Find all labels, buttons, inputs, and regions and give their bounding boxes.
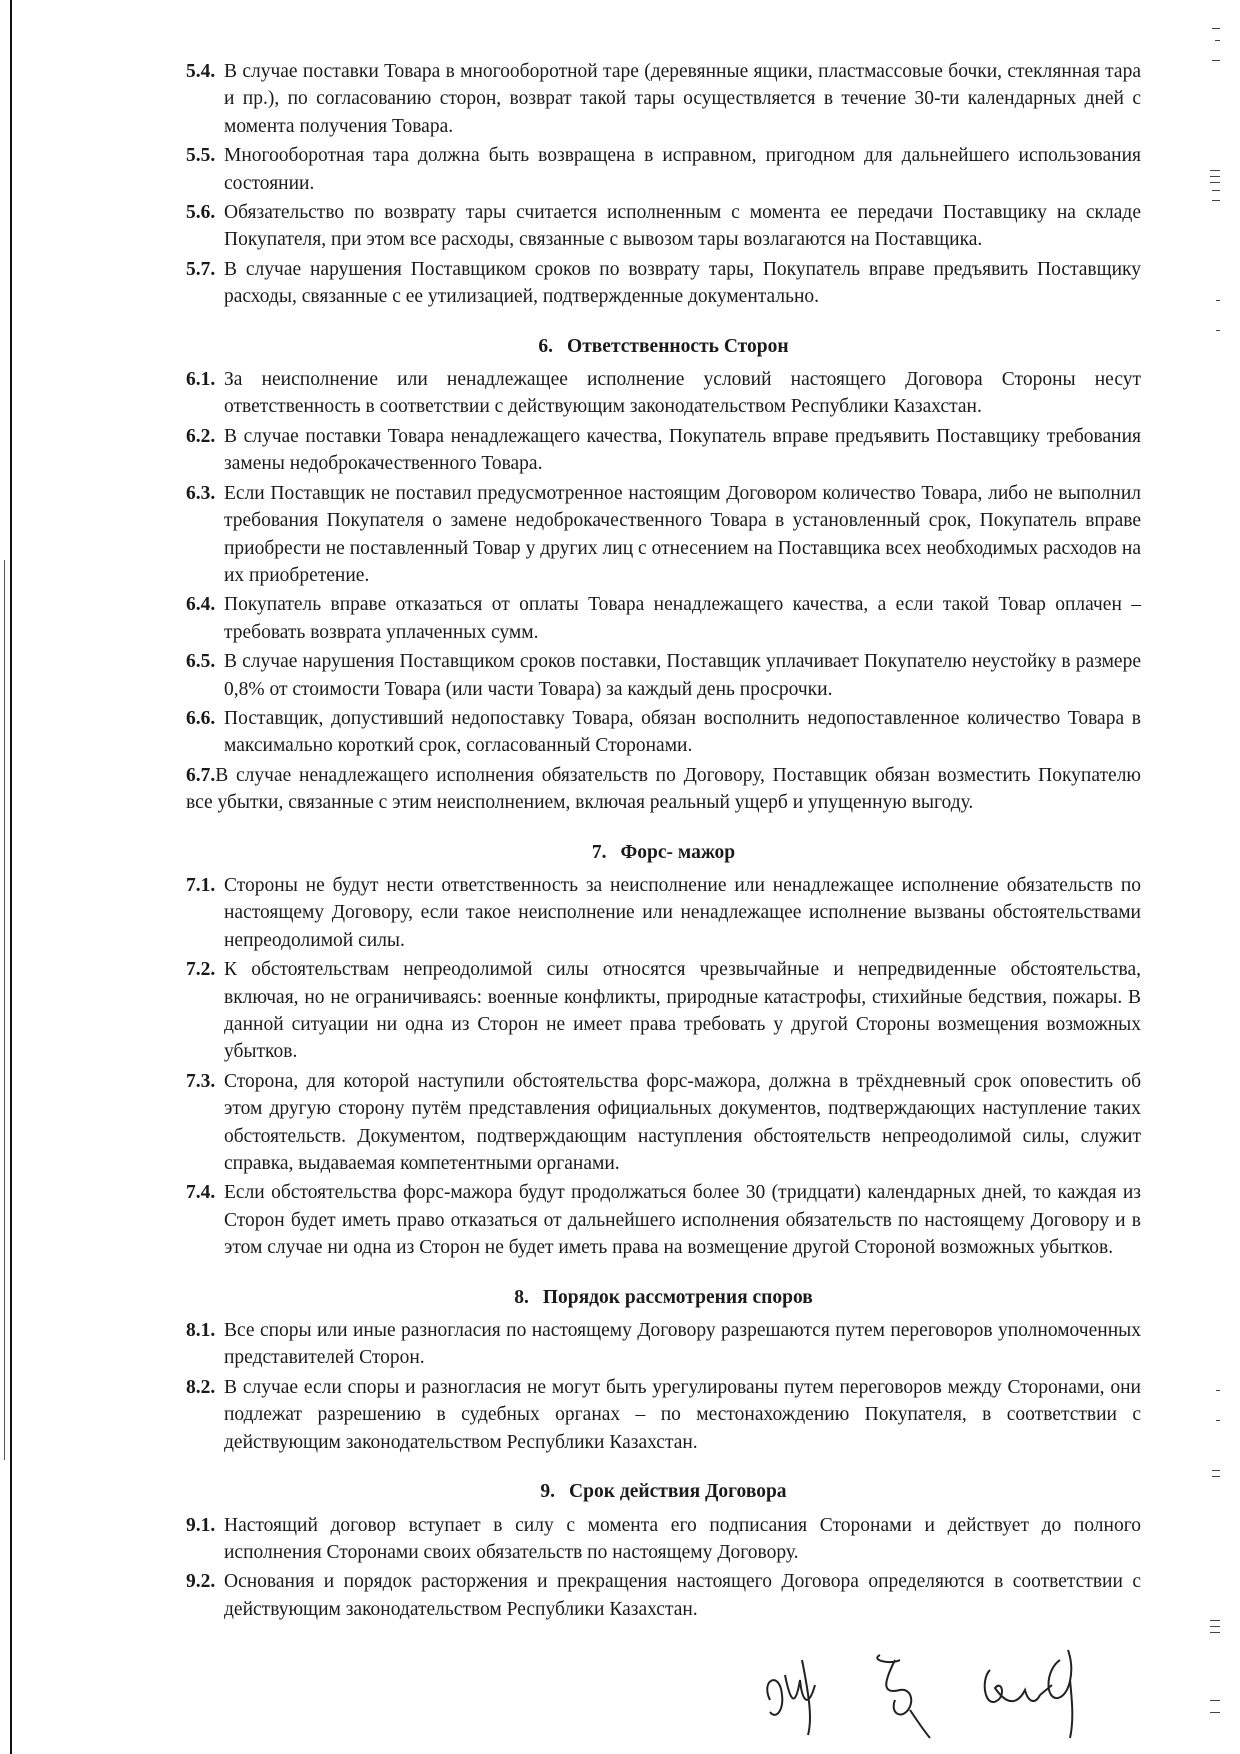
- clause-number: 5.7.: [186, 258, 216, 280]
- clause-text: Обязательство по возврату тары считается исполненным с момента ее передачи Поставщику на складе Покупателя, при этом все расходы, связанные с вывозом тары возлагаются на Поставщика.: [224, 202, 1141, 251]
- section-title: Срок действия Договора: [569, 1481, 787, 1503]
- clause-number: 6.6.: [186, 707, 216, 729]
- clause-text: Покупатель вправе отказаться от оплаты Товара ненадлежащего качества, а если такой Товар оплачен – требовать возврата уплаченных сумм.: [224, 594, 1141, 643]
- scan-margin-marks: [1204, 0, 1220, 1754]
- scan-border-line: [10, 0, 12, 1754]
- clause-number: 6.7.: [186, 764, 216, 786]
- clause-6-3: [186, 480, 1141, 590]
- clause-number: 6.2.: [186, 425, 216, 447]
- clause-text: В случае ненадлежащего исполнения обязательств по Договору, Поставщик обязан возместить Покупателю все убытки, связанные с этим неисполнением, включая реальный ущерб и упущенную выгоду.: [186, 764, 1141, 814]
- clause-number: 6.1.: [186, 369, 216, 391]
- clause-6-2: [186, 423, 1141, 478]
- section-5: [186, 58, 1141, 311]
- clause-6-1: [186, 366, 1141, 421]
- clause-6-5: [186, 648, 1141, 703]
- section-number: 7.: [591, 841, 607, 863]
- clause-7-3: [186, 1068, 1141, 1178]
- clause-number: 6.5.: [186, 651, 216, 673]
- clause-8-2: [186, 1374, 1141, 1456]
- clause-5-7: [186, 256, 1141, 311]
- clause-text: В случае нарушения Поставщиком сроков по возврату тары, Покупатель вправе предъявить Поставщику расходы, связанные с ее утилизацией, подтвержденные документально.: [224, 258, 1141, 308]
- section-heading: [186, 839, 1141, 866]
- clause-number: 7.3.: [186, 1070, 216, 1092]
- section-9: [186, 1478, 1141, 1623]
- clause-number: 8.1.: [186, 1320, 216, 1342]
- scan-border-line-secondary: [4, 560, 5, 1460]
- clause-6-7: [186, 762, 1141, 817]
- clause-text: В случае поставки Товара ненадлежащего качества, Покупатель вправе предъявить Поставщику требования замены недоброкачественного Товара.: [224, 425, 1141, 475]
- clause-number: 5.6.: [186, 202, 216, 224]
- clause-5-6: [186, 199, 1141, 254]
- clause-number: 9.1.: [186, 1514, 216, 1536]
- section-heading: [186, 333, 1141, 360]
- clause-text: Многооборотная тара должна быть возвращена в исправном, пригодном для дальнейшего использования состоянии.: [224, 145, 1141, 194]
- section-number: 9.: [540, 1481, 556, 1503]
- clause-text: Основания и порядок расторжения и прекращения настоящего Договора определяются в соответствии с действующим законодательством Республики Казахстан.: [224, 1571, 1141, 1620]
- section-title: Форс- мажор: [620, 841, 736, 863]
- clause-number: 5.4.: [186, 61, 216, 82]
- clause-6-4: [186, 591, 1141, 646]
- signature-1-icon: [767, 1660, 815, 1735]
- clause-number: 5.5.: [186, 145, 216, 167]
- clause-text: К обстоятельствам непреодолимой силы относятся чрезвычайные и непредвиденные обстоятельства, включая, но не ограничиваясь: военные конфликты, природные катастрофы, стихийные бедствия, пожары. В данной ситуации ни одна из Сторон не имеет права требовать у другой Стороны возмещения возможных убытков.: [224, 959, 1141, 1063]
- clause-number: 7.2.: [186, 959, 216, 981]
- clause-text: В случае если споры и разногласия не могут быть урегулированы путем переговоров между Сторонами, они подлежат разрешению в судебных органах – по местонахождению Покупателя, в соответствии с действующим законодательством Республики Казахстан.: [224, 1376, 1141, 1453]
- section-8: [186, 1284, 1141, 1456]
- clause-9-1: [186, 1512, 1141, 1567]
- clause-6-6: [186, 705, 1141, 760]
- clause-8-1: [186, 1317, 1141, 1372]
- clause-text: Настоящий договор вступает в силу с момента его подписания Сторонами и действует до полного исполнения Сторонами своих обязательств по настоящему Договору.: [224, 1514, 1141, 1563]
- clause-text: В случае нарушения Поставщиком сроков поставки, Поставщик уплачивает Покупателю неустойку в размере 0,8% от стоимости Товара (или части Товара) за каждый день просрочки.: [224, 651, 1141, 700]
- section-number: 8.: [514, 1286, 529, 1308]
- clause-7-1: [186, 872, 1141, 954]
- clause-5-5: [186, 142, 1141, 197]
- section-title: Порядок рассмотрения споров: [542, 1286, 813, 1308]
- section-7: [186, 839, 1141, 1262]
- document-body: [186, 58, 1141, 1625]
- clause-number: 6.3.: [186, 482, 216, 504]
- clause-text: Поставщик, допустивший недопоставку Товара, обязан восполнить недопоставленное количество Товара в максимально короткий срок, согласованный Сторонами.: [224, 707, 1141, 757]
- clause-text: Сторона, для которой наступили обстоятельства форс-мажора, должна в трёхдневный срок оповестить об этом другую сторону путём представления официальных документов, подтверждающих наступление таких обстоятельств. Документом, подтверждающим наступления обстоятельств непреодолимой силы, служит справка, выдаваемая компетентными органами.: [224, 1070, 1141, 1175]
- signature-3-icon: [985, 1650, 1073, 1738]
- clause-7-2: [186, 956, 1141, 1066]
- section-6: [186, 333, 1141, 817]
- clause-text: Если Поставщик не поставил предусмотренное настоящим Договором количество Товара, либо не выполнил требования Покупателя о замене недоброкачественного Товара в установленный срок, Покупатель вправе приобрести не поставленный Товар у других лиц с отнесением на Поставщика всех необходимых расходов на их приобретение.: [224, 482, 1141, 586]
- clause-7-4: [186, 1179, 1141, 1261]
- section-heading: [186, 1478, 1141, 1505]
- signatures-area: [740, 1640, 1160, 1740]
- clause-text: Все споры или иные разногласия по настоящему Договору разрешаются путем переговоров уполномоченных представителей Сторон.: [224, 1320, 1141, 1369]
- clause-9-2: [186, 1568, 1141, 1623]
- clause-number: 7.1.: [186, 874, 216, 896]
- clause-5-4: [186, 58, 1141, 140]
- section-heading: [186, 1284, 1141, 1311]
- signature-2-icon: [877, 1655, 930, 1738]
- clause-number: 6.4.: [186, 594, 216, 616]
- clause-text: Стороны не будут нести ответственность за неисполнение или ненадлежащее исполнение обязательств по настоящему Договору, если такое неисполнение или ненадлежащее исполнение вызваны обстоятельствами непреодолимой силы.: [224, 874, 1141, 951]
- clause-number: 9.2.: [186, 1571, 216, 1593]
- clause-text: Если обстоятельства форс-мажора будут продолжаться более 30 (тридцати) календарных дней, то каждая из Сторон будет иметь право отказаться от дальнейшего исполнения обязательств по настоящему Договору и в этом случае ни одна из Сторон не будет иметь права на возмещение другой Стороной возможных убытков.: [224, 1182, 1141, 1259]
- clause-number: 7.4.: [186, 1182, 216, 1204]
- section-title: Ответственность Сторон: [567, 335, 789, 357]
- clause-text: За неисполнение или ненадлежащее исполнение условий настоящего Договора Стороны несут ответственность в соответствии с действующим законодательством Республики Казахстан.: [224, 369, 1141, 418]
- clause-number: 8.2.: [186, 1376, 216, 1398]
- clause-text: В случае поставки Товара в многооборотной таре (деревянные ящики, пластмассовые бочки, стеклянная тара и пр.), по согласованию сторон, возврат такой тары осуществляется в течение 30-ти календарных дней с момента получения Товара.: [224, 61, 1141, 137]
- section-number: 6.: [538, 335, 554, 357]
